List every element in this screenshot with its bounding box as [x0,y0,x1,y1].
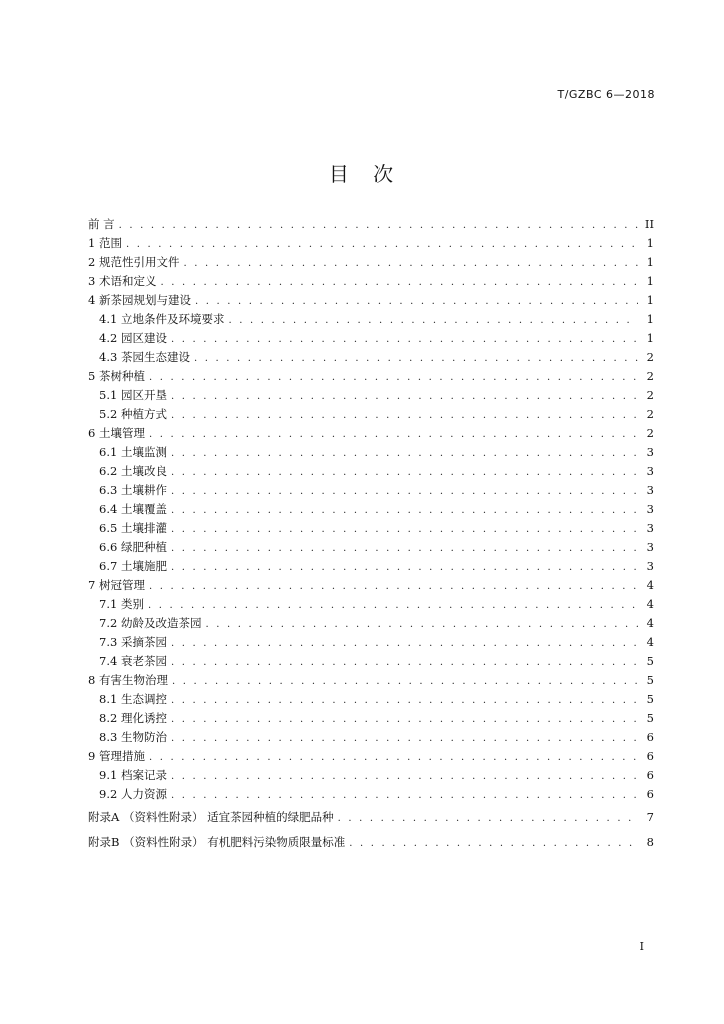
toc-entry-label: 3 术语和定义 [88,274,157,288]
toc-entry-label: 2 规范性引用文件 [88,255,180,269]
toc-leader-dots [171,501,638,520]
toc-entry-page: 8 [646,835,654,849]
toc-leader-dots [171,634,638,653]
toc-leader-dots [171,520,638,539]
toc-entry-page: 5 [646,711,654,725]
toc-leader-dots [171,387,638,406]
table-of-contents [88,215,654,854]
toc-leader-dots [171,330,638,349]
toc-leader-dots [171,539,638,558]
toc-entry-page: 1 [646,274,654,288]
toc-entry-label: 7.4 衰老茶园 [99,654,167,668]
toc-leader-dots [338,807,638,830]
toc-leader-dots [171,767,638,786]
toc-entry[interactable] [88,481,654,500]
toc-entry[interactable] [88,519,654,538]
toc-entry-label: 6.7 土壤施肥 [99,559,167,573]
toc-entry-label: 附录A （资料性附录） 适宜茶园种植的绿肥品种 [88,810,334,824]
toc-entry[interactable] [88,234,654,253]
toc-entry-page: 5 [646,673,654,687]
toc-entry-label: 6.6 绿肥种植 [99,540,167,554]
toc-entry-label: 7.3 采摘茶园 [99,635,167,649]
toc-appendix-entry[interactable] [88,806,654,829]
page-number: I [639,940,644,953]
toc-entry-page: 3 [646,540,654,554]
standard-code: T/GZBC 6—2018 [557,88,655,101]
toc-entry-label: 7.1 类别 [99,597,144,611]
toc-entry[interactable] [88,329,654,348]
toc-entry[interactable] [88,500,654,519]
toc-entry[interactable] [88,652,654,671]
toc-entry-page: 1 [646,293,654,307]
toc-entry-page: 1 [646,331,654,345]
toc-leader-dots [228,311,638,330]
toc-leader-dots [149,368,638,387]
toc-entry-label: 1 范围 [88,236,122,250]
toc-entry-page: 2 [646,369,654,383]
toc-entry[interactable] [88,462,654,481]
toc-leader-dots [171,558,638,577]
toc-leader-dots [171,786,638,805]
toc-entry[interactable] [88,576,654,595]
toc-entry[interactable] [88,747,654,766]
toc-leader-dots [119,216,638,235]
toc-entry-page: 1 [646,255,654,269]
toc-entry-label: 8.3 生物防治 [99,730,167,744]
toc-title: 目 次 [328,162,396,186]
toc-leader-dots [194,349,638,368]
toc-entry-label: 8.1 生态调控 [99,692,167,706]
toc-entry-page: 6 [646,787,654,801]
toc-entry[interactable] [88,690,654,709]
toc-entry-label: 5.1 园区开垦 [99,388,167,402]
toc-entry[interactable] [88,291,654,310]
toc-entry-page: 3 [646,502,654,516]
toc-entry-page: 4 [646,635,654,649]
toc-entry-label: 9 管理措施 [88,749,145,763]
toc-entry-page: 6 [646,749,654,763]
toc-entry[interactable] [88,215,654,234]
toc-entry-page: 5 [646,692,654,706]
toc-appendix-entry[interactable] [88,831,654,854]
toc-leader-dots [171,710,638,729]
toc-leader-dots [205,615,638,634]
toc-leader-dots [171,691,638,710]
toc-entry[interactable] [88,367,654,386]
toc-entry-label: 附录B （资料性附录） 有机肥料污染物质限量标准 [88,835,346,849]
toc-entry-label: 4 新茶园规划与建设 [88,293,191,307]
toc-entry-page: 4 [646,597,654,611]
toc-entry[interactable] [88,785,654,804]
toc-entry[interactable] [88,614,654,633]
toc-entry-page: 3 [646,483,654,497]
toc-leader-dots [195,292,638,311]
toc-entry[interactable] [88,633,654,652]
toc-entry[interactable] [88,405,654,424]
toc-entry[interactable] [88,728,654,747]
toc-entry-label: 6.5 土壤排灌 [99,521,167,535]
toc-entry-label: 7.2 幼龄及改造茶园 [99,616,202,630]
toc-leader-dots [171,406,638,425]
toc-entry-label: 6.1 土壤监测 [99,445,167,459]
toc-entry-page: 4 [646,616,654,630]
toc-entry-label: 8 有害生物治理 [88,673,168,687]
toc-entry-page: 3 [646,464,654,478]
toc-entry-page: 2 [646,407,654,421]
toc-entry-page: 2 [646,426,654,440]
toc-leader-dots [149,748,638,767]
toc-entry[interactable] [88,253,654,272]
toc-leader-dots [149,425,638,444]
toc-entry[interactable] [88,671,654,690]
toc-leader-dots [349,832,638,855]
toc-entry[interactable] [88,443,654,462]
toc-entry-label: 7 树冠管理 [88,578,145,592]
toc-entry-label: 4.3 茶园生态建设 [99,350,190,364]
toc-entry-label: 4.1 立地条件及环境要求 [99,312,225,326]
toc-entry-page: 2 [646,388,654,402]
toc-entry[interactable] [88,310,654,329]
toc-entry-page: 6 [646,730,654,744]
toc-entry-label: 前 言 [88,217,115,231]
toc-entry-label: 4.2 园区建设 [99,331,167,345]
toc-entry-label: 6.2 土壤改良 [99,464,167,478]
toc-leader-dots [171,463,638,482]
toc-entry-label: 5 茶树种植 [88,369,145,383]
toc-entry-page: 4 [646,578,654,592]
toc-entry-label: 9.2 人力资源 [99,787,167,801]
toc-leader-dots [171,729,638,748]
toc-entry[interactable] [88,424,654,443]
toc-leader-dots [171,482,638,501]
toc-entry-page: 3 [646,445,654,459]
toc-entry-page: 7 [646,810,654,824]
toc-leader-dots [171,444,638,463]
toc-entry-page: II [644,217,654,231]
toc-leader-dots [172,672,638,691]
toc-entry[interactable] [88,709,654,728]
toc-entry-label: 8.2 理化诱控 [99,711,167,725]
toc-leader-dots [183,254,638,273]
toc-entry[interactable] [88,348,654,367]
toc-entry[interactable] [88,557,654,576]
toc-entry[interactable] [88,272,654,291]
toc-leader-dots [148,596,638,615]
toc-entry-label: 5.2 种植方式 [99,407,167,421]
toc-entry[interactable] [88,595,654,614]
toc-entry-label: 6.4 土壤覆盖 [99,502,167,516]
toc-entry-page: 2 [646,350,654,364]
toc-entry-page: 3 [646,559,654,573]
toc-entry-page: 3 [646,521,654,535]
toc-entry-page: 1 [646,312,654,326]
toc-entry[interactable] [88,386,654,405]
toc-leader-dots [160,273,638,292]
toc-entry-label: 6 土壤管理 [88,426,145,440]
toc-entry[interactable] [88,766,654,785]
toc-leader-dots [126,235,638,254]
toc-entry-page: 6 [646,768,654,782]
toc-entry-label: 6.3 土壤耕作 [99,483,167,497]
toc-entry-page: 1 [646,236,654,250]
toc-entry-page: 5 [646,654,654,668]
toc-leader-dots [149,577,638,596]
toc-entry-label: 9.1 档案记录 [99,768,167,782]
toc-leader-dots [171,653,638,672]
toc-entry[interactable] [88,538,654,557]
